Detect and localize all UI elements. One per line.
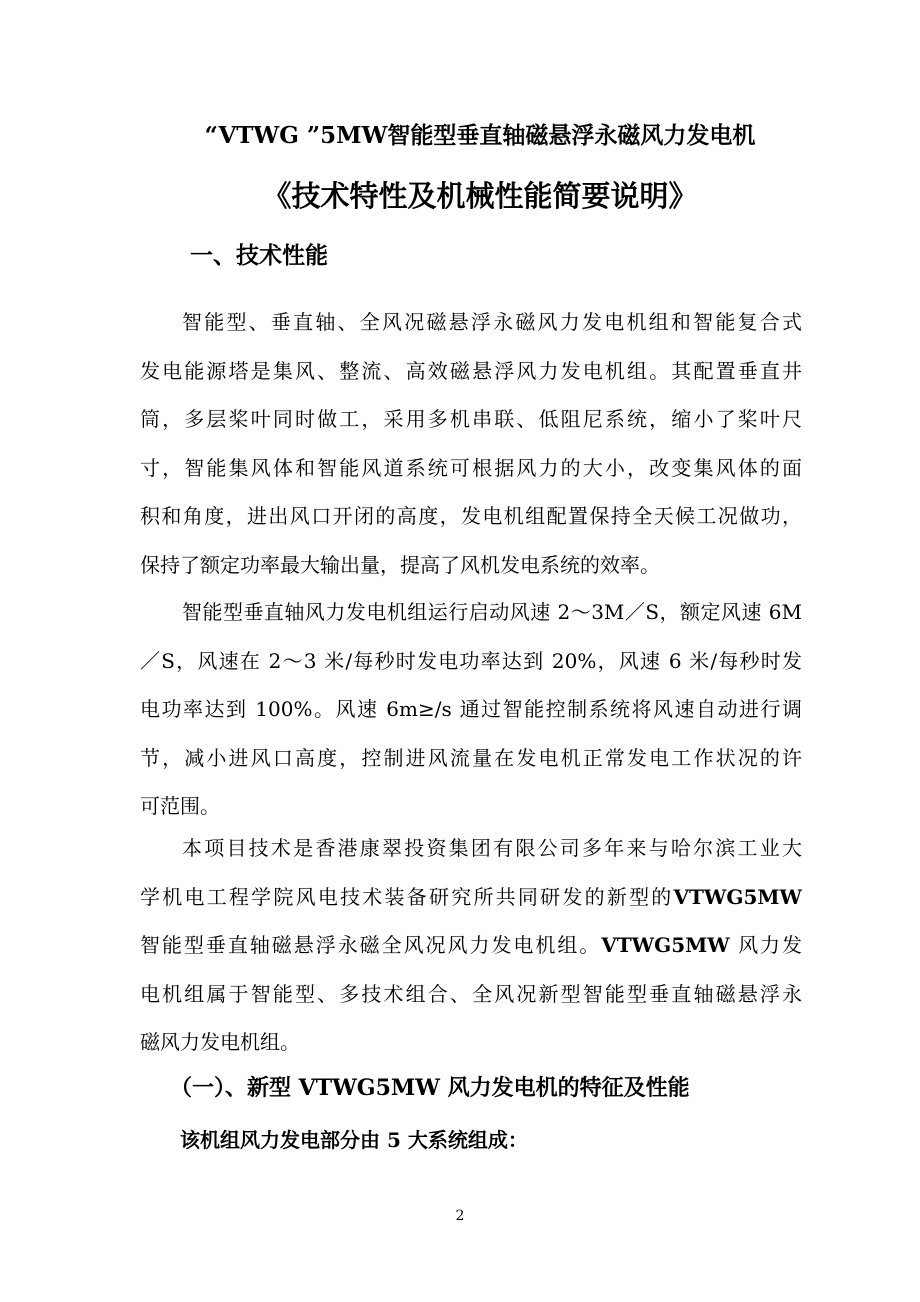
paragraph-line: 本项目技术是香港康翠投资集团有限公司多年来与哈尔滨工业大	[182, 836, 802, 860]
paragraph-3	[140, 824, 802, 1067]
paragraph-text: 学机电工程学院风电技术装备研究所共同研发的新型的	[140, 884, 674, 909]
paragraph-line: 智能型、垂直轴、全风况磁悬浮永磁风力发电机组和智能复合式	[182, 310, 802, 334]
paragraph-text: 风力发	[729, 933, 802, 957]
paragraph-line	[140, 873, 802, 922]
paragraph-2	[140, 588, 802, 831]
paragraph-line: 寸，智能集风体和智能风道系统可根据风力的大小，改变集风体的面	[140, 455, 802, 480]
paragraph-line: 磁风力发电机组。	[140, 1030, 300, 1054]
paragraph-line: 电机组属于智能型、多技术组合、全风况新型智能型垂直轴磁悬浮永	[140, 981, 802, 1006]
paragraph-line: 可范围。	[140, 794, 220, 818]
document-subtitle: 《技术特性及机械性能简要说明》	[262, 179, 698, 213]
page-number: 2	[455, 1208, 465, 1224]
subsection-heading: （一）、新型 VTWG5MW 风力发电机的特征及性能	[170, 1075, 690, 1101]
section-heading: 一、技术性能	[190, 242, 328, 269]
paragraph-line	[140, 921, 802, 970]
paragraph-line: 筒，多层桨叶同时做工，采用多机串联、低阻尼系统，缩小了桨叶尺	[140, 407, 802, 431]
subsection-intro: 该机组风力发电部分由 5 大系统组成：	[180, 1128, 528, 1152]
model-name: VTWG5MW	[601, 933, 730, 957]
document-title: “VTWG ”5MW智能型垂直轴磁悬浮永磁风力发电机	[204, 122, 756, 149]
paragraph-line: 电功率达到 100%。风速 6m≥/s 通过智能控制系统将风速自动进行调	[140, 697, 802, 721]
paragraph-line: 保持了额定功率最大输出量，提高了风机发电系统的效率。	[140, 552, 660, 577]
paragraph-line: 智能型垂直轴风力发电机组运行启动风速 2～3M／S，额定风速 6M	[182, 600, 802, 624]
paragraph-line: 积和角度，进出风口开闭的高度，发电机组配置保持全天候工况做功，	[140, 504, 802, 528]
model-name: VTWG5MW	[673, 884, 802, 909]
paragraph-1	[140, 298, 802, 589]
paragraph-line: 发电能源塔是集风、整流、高效磁悬浮风力发电机组。其配置垂直井	[140, 358, 802, 383]
paragraph-line: 节，减小进风口高度，控制进风流量在发电机正常发电工作状况的许	[140, 745, 802, 770]
paragraph-line: ／S，风速在 2～3 米/每秒时发电功率达到 20%，风速 6 米/每秒时发	[140, 648, 802, 673]
paragraph-text: 智能型垂直轴磁悬浮永磁全风况风力发电机组。	[140, 933, 602, 957]
